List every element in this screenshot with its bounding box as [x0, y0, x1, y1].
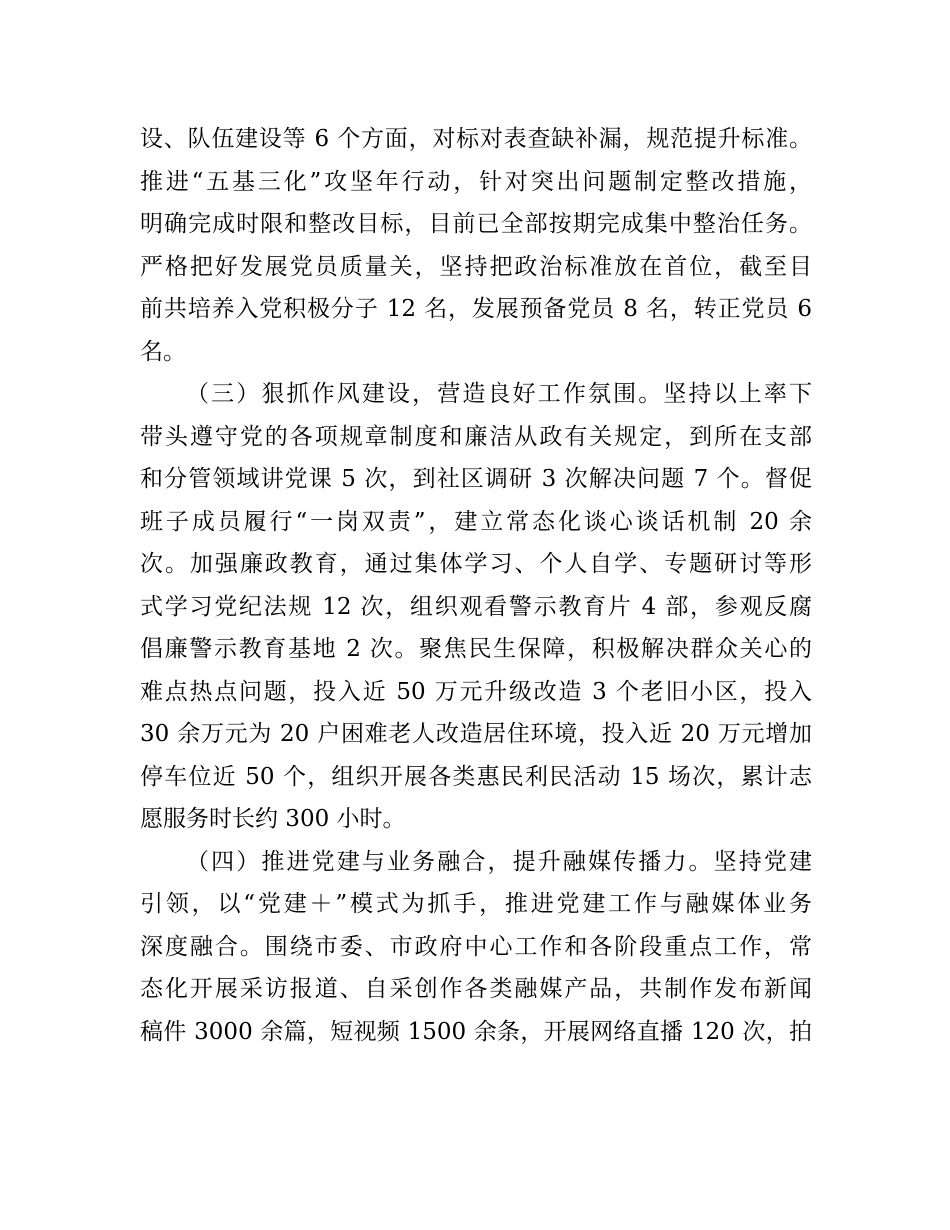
text-line: 设、队伍建设等 6 个方面，对标对表查缺补漏，规范提升标准。 — [140, 126, 812, 152]
text-line: 次。加强廉政教育，通过集体学习、个人自学、专题研讨等形 — [140, 551, 812, 577]
text-line: 名。 — [140, 338, 186, 365]
section-heading-line: （四）推进党建与业务融合，提升融媒传播力。坚持党建 — [186, 848, 812, 875]
text-line: 难点热点问题，投入近 50 万元升级改造 3 个老旧小区，投入 — [140, 678, 812, 705]
text-line: 和分管领域讲党课 5 次，到社区调研 3 次解决问题 7 个。督促 — [140, 466, 812, 492]
text-line: 班子成员履行“一岗双责”，建立常态化谈心谈话机制 20 余 — [140, 508, 812, 535]
section-heading-line: （三）狠抓作风建设，营造良好工作氛围。坚持以上率下 — [186, 381, 812, 407]
text-line: 推进“五基三化”攻坚年行动，针对突出问题制定整改措施， — [140, 168, 812, 195]
text-line: 倡廉警示教育基地 2 次。聚焦民生保障，积极解决群众关心的 — [140, 636, 812, 662]
text-line: 停车位近 50 个，组织开展各类惠民利民活动 15 场次，累计志 — [140, 763, 812, 790]
text-line: 愿服务时长约 300 小时。 — [140, 806, 406, 832]
text-line: 深度融合。围绕市委、市政府中心工作和各阶段重点工作，常 — [140, 933, 812, 960]
text-line: 稿件 3000 余篇，短视频 1500 余条，开展网络直播 120 次，拍 — [140, 1018, 812, 1045]
text-line: 明确完成时限和整改目标，目前已全部按期完成集中整治任务。 — [140, 211, 812, 237]
text-line: 带头遵守党的各项规章制度和廉洁从政有关规定，到所在支部 — [140, 423, 812, 450]
text-line: 严格把好发展党员质量关，坚持把政治标准放在首位，截至目 — [140, 253, 812, 280]
text-line: 式学习党纪法规 12 次，组织观看警示教育片 4 部，参观反腐 — [140, 593, 812, 620]
text-line: 30 余万元为 20 户困难老人改造居住环境，投入近 20 万元增加 — [140, 721, 812, 747]
text-line: 态化开展采访报道、自采创作各类融媒产品，共制作发布新闻 — [140, 976, 812, 1002]
document-body — [140, 118, 812, 1053]
text-line: 引领，以“党建＋”模式为抓手，推进党建工作与融媒体业务 — [140, 891, 812, 917]
text-line: 前共培养入党积极分子 12 名，发展预备党员 8 名，转正党员 6 — [140, 296, 812, 322]
